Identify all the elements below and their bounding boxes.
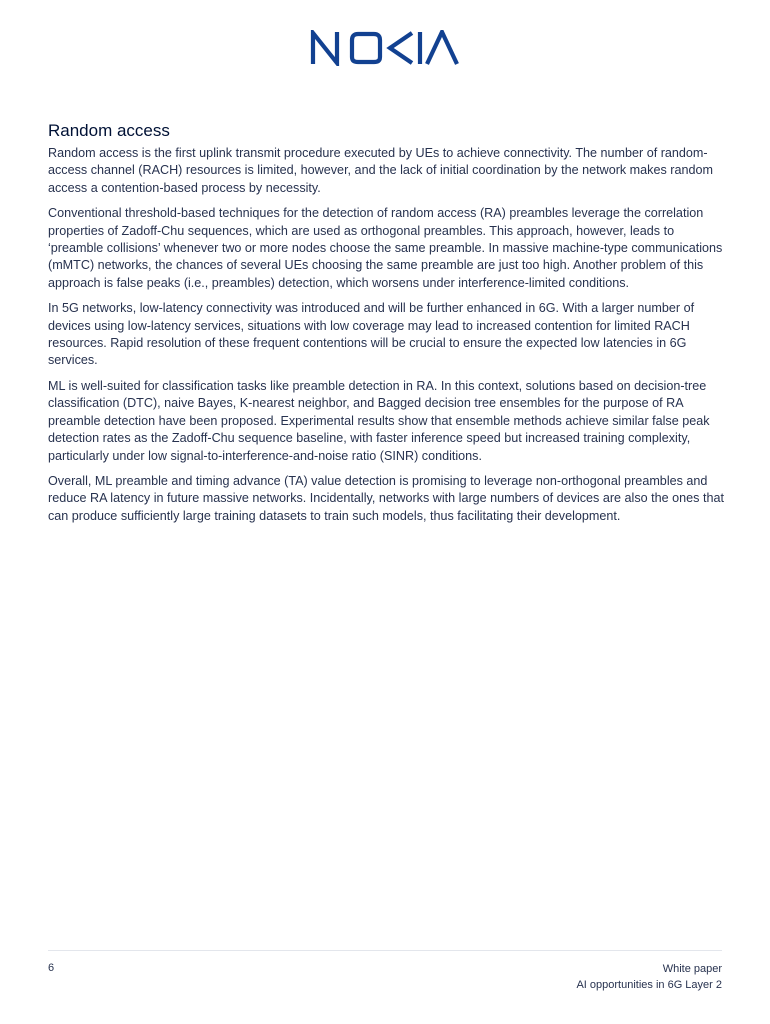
footer-doc-type: White paper: [662, 963, 722, 975]
nokia-logo-icon: [310, 30, 460, 66]
footer-divider: [48, 950, 722, 951]
footer-doc-info: [576, 961, 722, 993]
page-number: 6: [48, 962, 55, 974]
paragraph-1: Random access is the first uplink transmit procedure executed by UEs to achieve connectivity. The number of random-access channel (RACH) resources is limited, however, and the lack of initial coordination by the network makes random access a contention-based process by necessity.: [48, 146, 713, 195]
paragraph-2: Conventional threshold-based techniques for the detection of random access (RA) preambles leverage the correlation properties of Zadoff-Chu sequences, which are used as orthogonal preambles. This approach, however, leads to ‘preamble collisions’ whenever two or more nodes choose the same preamble. In massive machine-type communications (mMTC) networks, the chances of several UEs choosing the same preamble are just too high. Another problem of this approach is false peaks (i.e., preambles) detection, which worsens under interference-limited conditions.: [48, 206, 723, 290]
nokia-logo: [0, 30, 770, 66]
footer-doc-title: AI opportunities in 6G Layer 2: [576, 979, 722, 991]
paragraph-3: In 5G networks, low-latency connectivity was introduced and will be further enhanced in 6G. With a larger number of devices using low-latency services, situations with low coverage may lead to increased contention for limited RACH resources. Rapid resolution of these frequent contentions will be crucial to ensure the expected low latencies in 6G services.: [48, 301, 695, 368]
main-content: [48, 120, 724, 533]
paragraph-5: Overall, ML preamble and timing advance (TA) value detection is promising to leverage non-orthogonal preambles and reduce RA latency in future massive networks. Incidentally, networks with large numbers of devices are also the ones that can produce sufficiently large training datasets to train such models, thus facilitating their development.: [48, 473, 724, 523]
paragraph-4: ML is well-suited for classification tasks like preamble detection in RA. In this context, solutions based on decision-tree classification (DTC), naive Bayes, K-nearest neighbor, and Bagged decision tree ensembles for the purpose of RA preamble detection have been proposed. Experimental results show that ensemble methods achieve similar false peak detection rates as the Zadoff-Chu sequence baseline, with faster inference speed but increased training complexity, particularly under low signal-to-interference-and-noise ratio (SINR) conditions.: [48, 378, 710, 463]
section-title: Random access: [48, 121, 170, 140]
